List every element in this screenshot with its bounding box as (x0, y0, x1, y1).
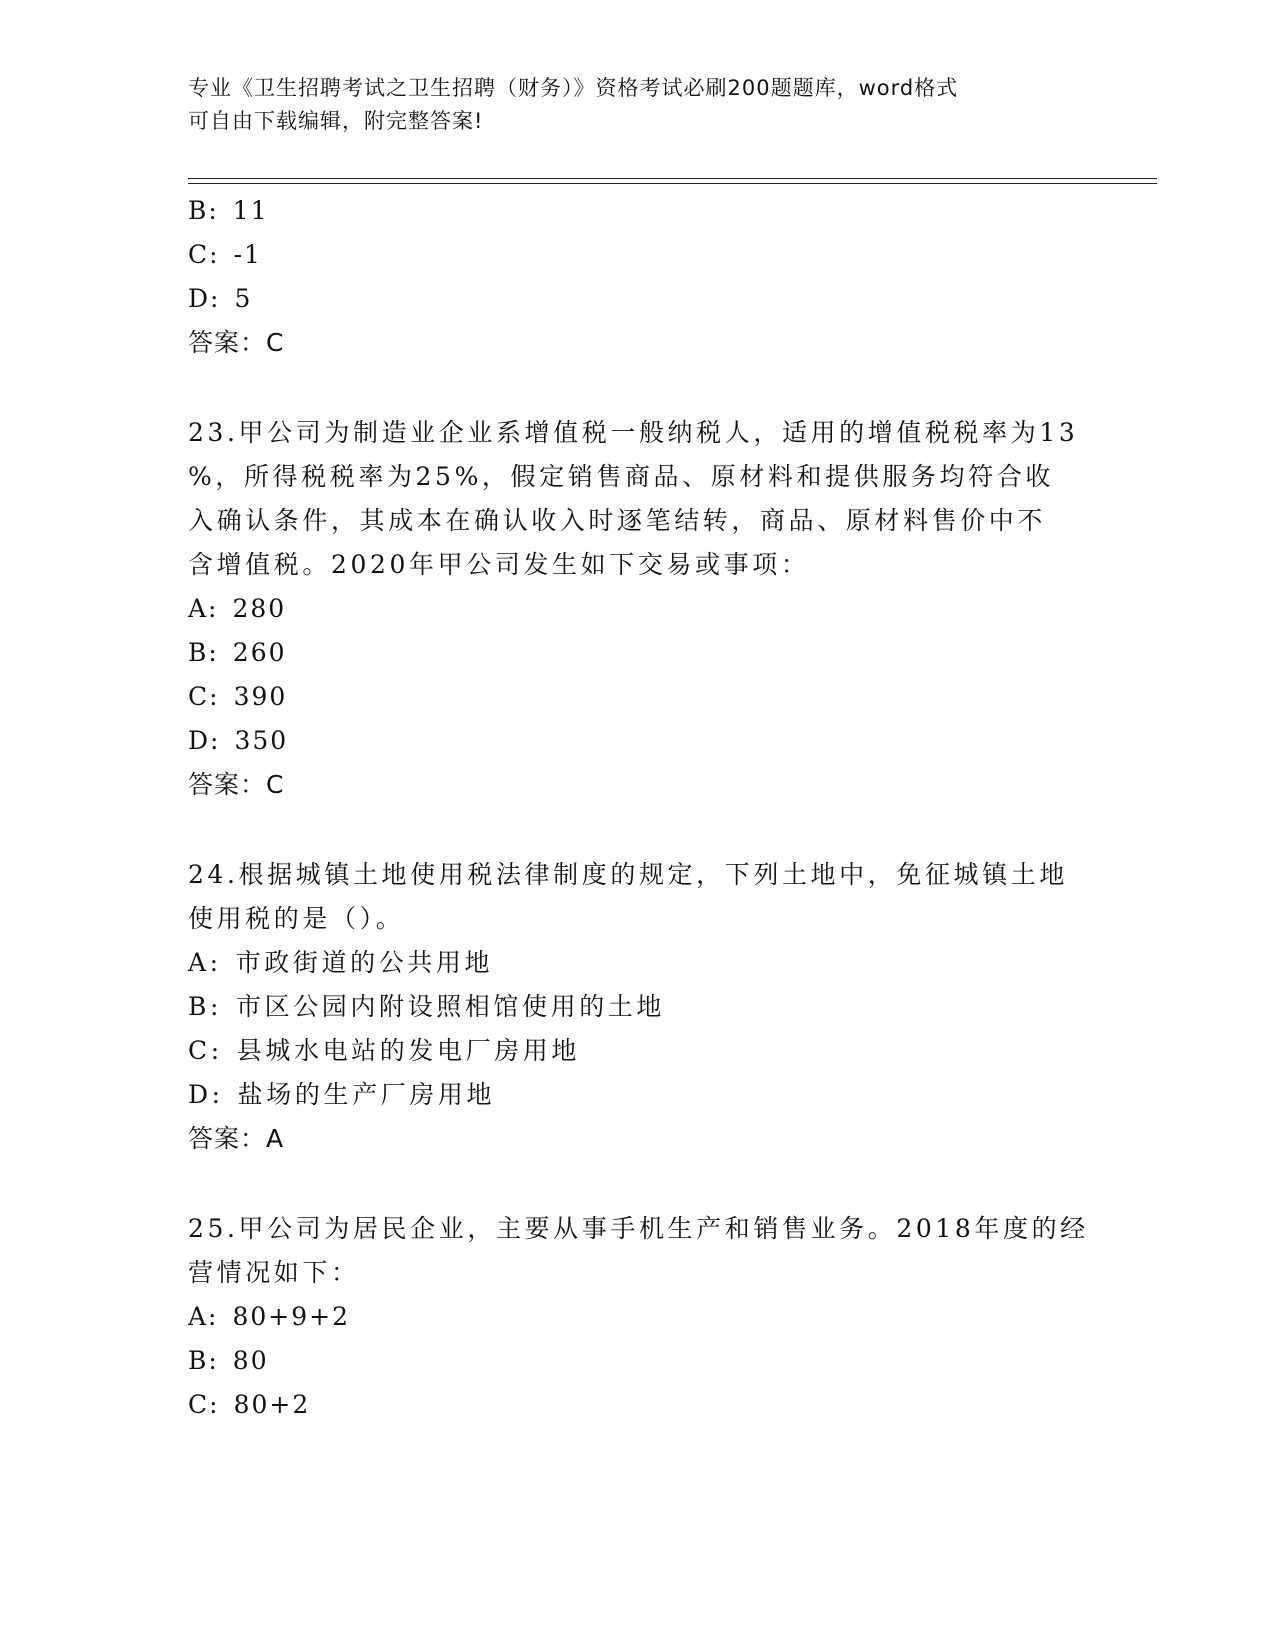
q23-stem-line-2: %，所得税税率为25%，假定销售商品、原材料和提供服务均符合收 (188, 462, 1054, 491)
header-divider-bottom (188, 183, 1157, 184)
prev-option-c (188, 240, 262, 270)
option-text: 5 (234, 284, 253, 313)
option-letter: D: (188, 284, 221, 313)
option-text: 280 (232, 594, 287, 623)
option-text: 80+9+2 (232, 1302, 351, 1331)
option-letter: D: (188, 1080, 224, 1109)
document-header (188, 72, 1068, 138)
q23-option-c (188, 682, 287, 712)
q25-option-c (188, 1390, 310, 1420)
option-letter: C: (188, 682, 220, 711)
option-text: -1 (233, 240, 262, 269)
option-text: 市区公园内附设照相馆使用的土地 (236, 992, 666, 1021)
option-text: 390 (233, 682, 288, 711)
q23-stem-line-4: 含增值税。2020年甲公司发生如下交易或事项： (188, 550, 810, 579)
q25-option-b (188, 1346, 269, 1376)
option-letter: B: (188, 638, 219, 667)
q24-option-d (188, 1080, 495, 1110)
option-text: 市政街道的公共用地 (235, 948, 494, 977)
option-text: 350 (234, 726, 289, 755)
header-line-1: 专业《卫生招聘考试之卫生招聘（财务）》资格考试必刷200题题库，word格式 (188, 76, 959, 100)
q23-option-d (188, 726, 288, 756)
option-letter: C: (188, 240, 220, 269)
option-text: 80 (232, 1346, 269, 1375)
option-text: 盐场的生产厂房用地 (237, 1080, 496, 1109)
prev-option-d (188, 284, 252, 314)
q24-option-b (188, 992, 665, 1022)
option-letter: B: (188, 196, 219, 225)
q24-stem-line-2: 使用税的是（）。 (188, 904, 405, 933)
prev-answer: 答案：C (188, 328, 285, 357)
option-letter: A: (188, 1302, 219, 1331)
q23-answer: 答案：C (188, 770, 285, 799)
option-letter: D: (188, 726, 221, 755)
header-divider-top (188, 178, 1157, 179)
option-text: 260 (232, 638, 287, 667)
q23-option-b (188, 638, 287, 668)
q23-stem-line-3: 入确认条件，其成本在确认收入时逐笔结转，商品、原材料售价中不 (188, 506, 1047, 535)
header-line-2: 可自由下载编辑，附完整答案! (188, 109, 484, 133)
option-letter: C: (188, 1036, 223, 1065)
q23-option-a (188, 594, 286, 624)
option-text: 县城水电站的发电厂房用地 (236, 1036, 580, 1065)
q24-stem-line-1: 24.根据城镇土地使用税法律制度的规定，下列土地中，免征城镇土地 (188, 860, 1068, 889)
option-letter: C: (188, 1390, 220, 1419)
option-text: 11 (232, 196, 269, 225)
q25-option-a (188, 1302, 350, 1332)
q24-option-c (188, 1036, 580, 1066)
option-text: 80+2 (233, 1390, 311, 1419)
option-letter: B: (188, 992, 222, 1021)
option-letter: B: (188, 1346, 219, 1375)
prev-option-b (188, 196, 269, 226)
option-letter: A: (188, 594, 219, 623)
option-letter: A: (188, 948, 222, 977)
q25-stem-line-1: 25.甲公司为居民企业，主要从事手机生产和销售业务。2018年度的经 (188, 1214, 1089, 1243)
q23-stem-line-1: 23.甲公司为制造业企业系增值税一般纳税人，适用的增值税税率为13 (188, 418, 1079, 447)
q24-option-a (188, 948, 493, 978)
q24-answer: 答案：A (188, 1124, 285, 1153)
q25-stem-line-2: 营情况如下： (188, 1258, 360, 1287)
